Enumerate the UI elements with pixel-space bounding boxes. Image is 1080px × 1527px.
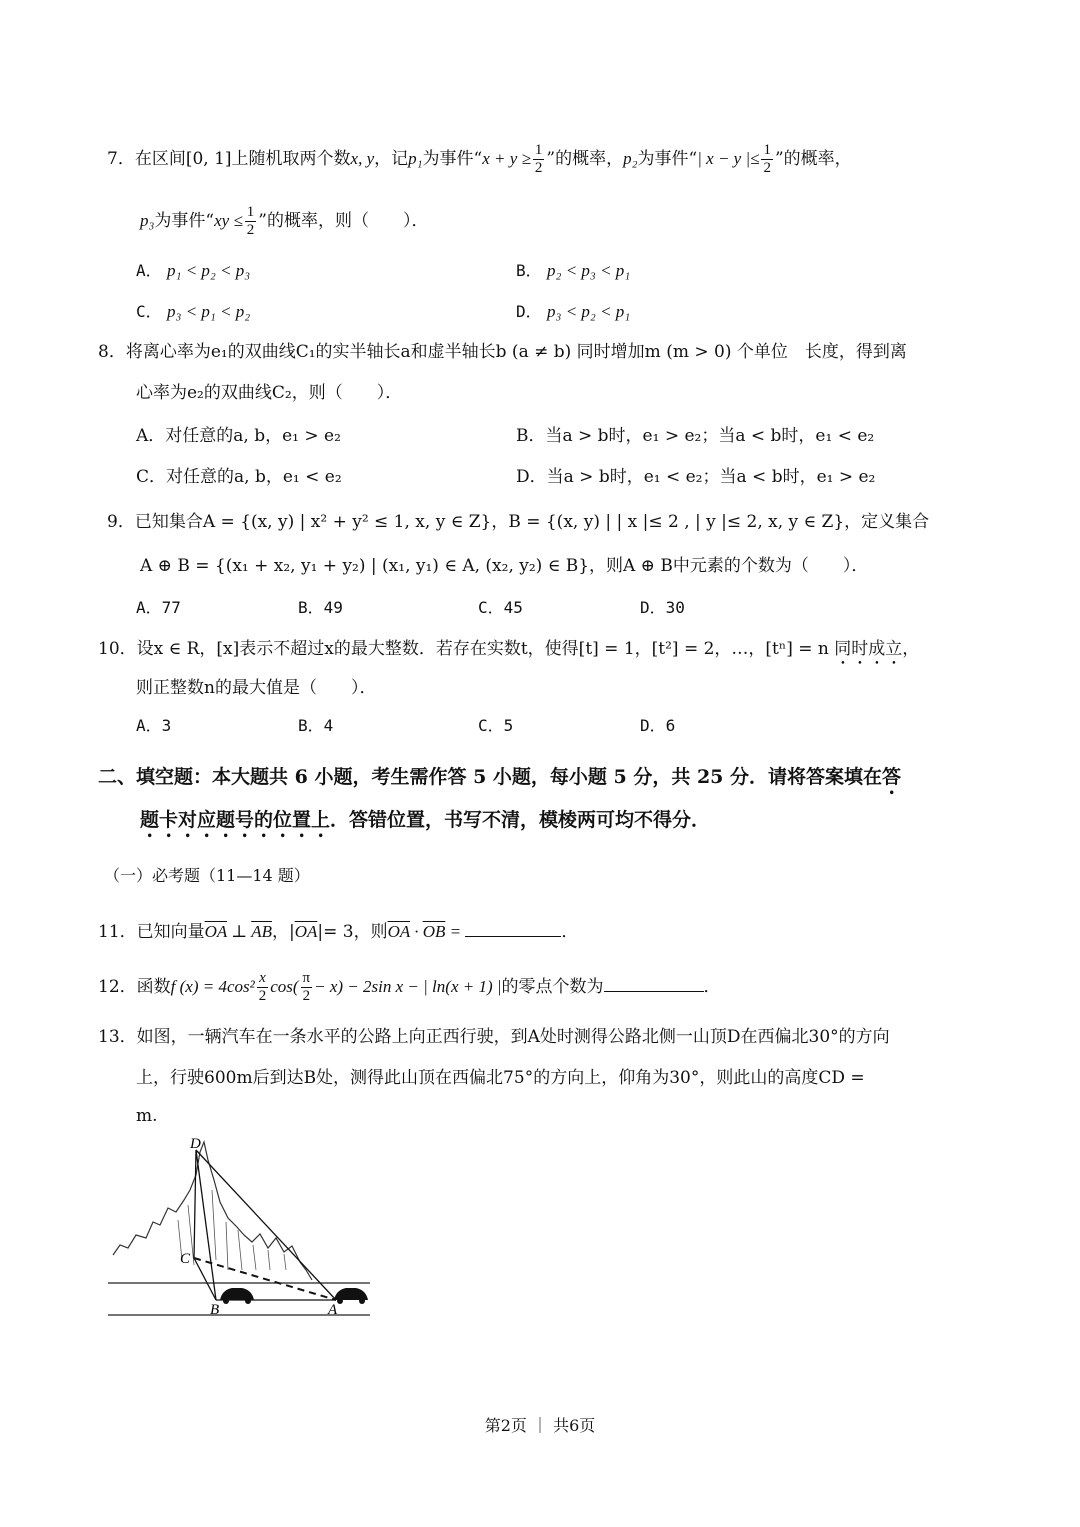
q12-text: ．: [703, 977, 721, 997]
q8-option-a: A．对任意的a, b，e₁ > e₂: [136, 426, 341, 446]
q9-option-c: C．45: [478, 598, 523, 617]
q10-option-d: D．6: [640, 716, 676, 735]
label-a: A: [328, 1302, 338, 1318]
fraction-den: 2: [246, 222, 255, 238]
fraction: [761, 142, 773, 177]
q12-text: 的零点个数为: [501, 977, 604, 997]
fraction-num: 1: [246, 204, 255, 220]
q10-option-c: C．5: [478, 716, 514, 735]
q7-text: ，记: [374, 149, 409, 169]
q11-text: |= 3，则: [317, 922, 388, 942]
mountain-figure: [108, 1130, 378, 1330]
option-label: A．: [136, 261, 162, 280]
q11-text: 11．已知向量: [98, 922, 205, 942]
section-2-subheading: （一）必考题（11—14 题）: [104, 866, 310, 885]
q7-option-b: [516, 259, 630, 283]
q13-line1: 13．如图，一辆汽车在一条水平的公路上向正西行驶，到A处时测得公路北侧一山顶D在西偏北30°的方向: [98, 1027, 890, 1047]
q10-option-b: B．4: [298, 716, 334, 735]
q7-option-c: [136, 300, 250, 324]
fraction-den: 2: [258, 988, 267, 1004]
vector-oa: $\overline{OA}$: [294, 922, 318, 941]
vector-ob: $\overline{OB}$: [422, 922, 446, 941]
car-icon: [220, 1288, 254, 1304]
q11-line: [98, 918, 578, 944]
q11-text: ．: [561, 922, 579, 942]
q7-text: ”的概率，: [774, 149, 852, 169]
q8-option-b: B．当a > b时，e₁ > e₂；当a < b时，e₁ < e₂: [516, 426, 875, 446]
option-text: p₁ < p₂ < p₃: [167, 261, 251, 280]
q8-option-d: D．当a > b时，e₁ < e₂；当a < b时，e₁ > e₂: [516, 467, 876, 487]
segment-dc: [194, 1150, 196, 1258]
vector-oa: $\overline{OA}$: [387, 922, 410, 941]
q10-line1: [98, 637, 919, 669]
answer-blank: [465, 918, 561, 937]
q9-option-d: D．30: [640, 598, 685, 617]
q8-option-c: C．对任意的a, b，e₁ < e₂: [136, 467, 342, 487]
segment-da: [196, 1150, 336, 1300]
option-text: p₂ < p₃ < p₁: [547, 261, 631, 280]
option-text: p₃ < p₂ < p₁: [547, 302, 631, 321]
fraction-num: 1: [534, 142, 543, 158]
section-2-heading-line2: [140, 808, 710, 842]
q10-text: 10．设x ∈ R，[x]表示不超过x的最大整数．若存在实数t，使得[t] = 1，[t²] = 2，…，[tⁿ] = n: [98, 639, 835, 659]
option-text: p₃ < p₁ < p₂: [167, 302, 251, 321]
q8-line2: 心率为e₂的双曲线C₂，则（ ）．: [136, 383, 403, 403]
fraction: [301, 970, 313, 1005]
q7-p1: p₁: [408, 149, 423, 168]
q7-text: 为事件“: [637, 149, 698, 169]
option-label: D．: [516, 302, 542, 321]
page-footer: 第2页 ｜ 共6页: [484, 1416, 596, 1435]
fraction-num: x: [257, 970, 269, 988]
section-2-emphasis: 题卡对应题号的位置上: [140, 809, 331, 831]
q7-text: ”的概率，则（ ）．: [258, 211, 429, 231]
q7-expr: | x − y |≤: [697, 149, 760, 168]
section-2-heading: [98, 765, 901, 799]
q12-expr: cos(: [270, 977, 299, 996]
q10-emphasis: 同时成立: [834, 639, 903, 659]
q9-option-b: B．49: [298, 598, 343, 617]
fraction-num: π: [302, 970, 311, 986]
q7-expr: xy ≤: [214, 211, 243, 230]
vector-ab: $\overline{AB}$: [251, 922, 272, 941]
q11-symbol: =: [445, 922, 466, 941]
q10-line2: 则正整数n的最大值是（ ）．: [136, 678, 377, 698]
q7-text: 7．在区间[0, 1]上随机取两个数: [107, 149, 351, 169]
label-c: C: [180, 1251, 191, 1267]
fraction: [533, 142, 545, 177]
q7-text: ”的概率，: [546, 149, 624, 169]
fraction-num: 1: [763, 142, 771, 158]
q13-line3: m.: [136, 1106, 158, 1126]
q11-symbol: ⊥: [227, 922, 252, 941]
fraction-den: 2: [302, 988, 311, 1004]
car-icon: [334, 1288, 368, 1304]
q10-text: ，: [902, 639, 920, 659]
q7-p3: p₃: [140, 211, 155, 230]
q7-line1: [107, 142, 852, 177]
fraction: [245, 204, 257, 239]
label-b: B: [210, 1302, 220, 1318]
q9-line1: 9．已知集合A = {(x, y) | x² + y² ≤ 1, x, y ∈ Z}，B = {(x, y) | | x |≤ 2 , | y |≤ 2, x, y ∈ Z}，定义集合: [107, 512, 930, 532]
option-label: C．: [136, 302, 162, 321]
q7-option-d: [516, 300, 630, 324]
vector-oa: $\overline{OA}$: [204, 922, 227, 941]
q7-option-a: [136, 259, 250, 283]
q11-symbol: ·: [409, 922, 423, 941]
q7-line2: [140, 204, 429, 239]
label-d: D: [190, 1136, 201, 1152]
answer-blank: [604, 973, 704, 992]
q12-line: [98, 970, 721, 1005]
fraction: [257, 970, 269, 1005]
q13-line2: 上，行驶600m后到达B处，测得此山顶在西偏北75°的方向上，仰角为30°，则此山的高度CD =: [136, 1068, 865, 1088]
q7-text: 为事件“: [154, 211, 215, 231]
segment-db: [196, 1150, 216, 1300]
section-2-emphasis: 答: [882, 766, 902, 788]
q12-expr: − x) − 2sin x − | ln(x + 1) |: [314, 977, 502, 996]
q9-option-a: A．77: [136, 598, 181, 617]
q7-vars: x, y: [350, 149, 375, 168]
q10-option-a: A．3: [136, 716, 172, 735]
fraction-den: 2: [534, 160, 543, 176]
q8-line1: 8．将离心率为e₁的双曲线C₁的实半轴长a和虚半轴长b (a ≠ b) 同时增加m (m > 0) 个单位 长度，得到离: [98, 342, 907, 362]
option-label: B．: [516, 261, 542, 280]
mountain-outline: [113, 1142, 312, 1280]
section-2-text: ．答错位置，书写不清，模棱两可均不得分．: [330, 809, 711, 831]
q7-expr: x + y ≥: [482, 149, 531, 168]
fraction-den: 2: [763, 160, 771, 176]
q7-text: 为事件“: [422, 149, 483, 169]
q11-text: ，|: [271, 922, 295, 942]
q7-p2: p₂: [623, 149, 638, 168]
q9-line2: A ⊕ B = {(x₁ + x₂, y₁ + y₂) | (x₁, y₁) ∈ A, (x₂, y₂) ∈ B}，则A ⊕ B中元素的个数为（ ）．: [140, 556, 869, 576]
q12-expr: f (x) = 4cos²: [170, 977, 255, 996]
q12-text: 12．函数: [98, 977, 171, 997]
section-2-text: 二、填空题：本大题共 6 小题，考生需作答 5 小题，每小题 5 分，共 25 分．请将答案填在: [98, 766, 883, 788]
